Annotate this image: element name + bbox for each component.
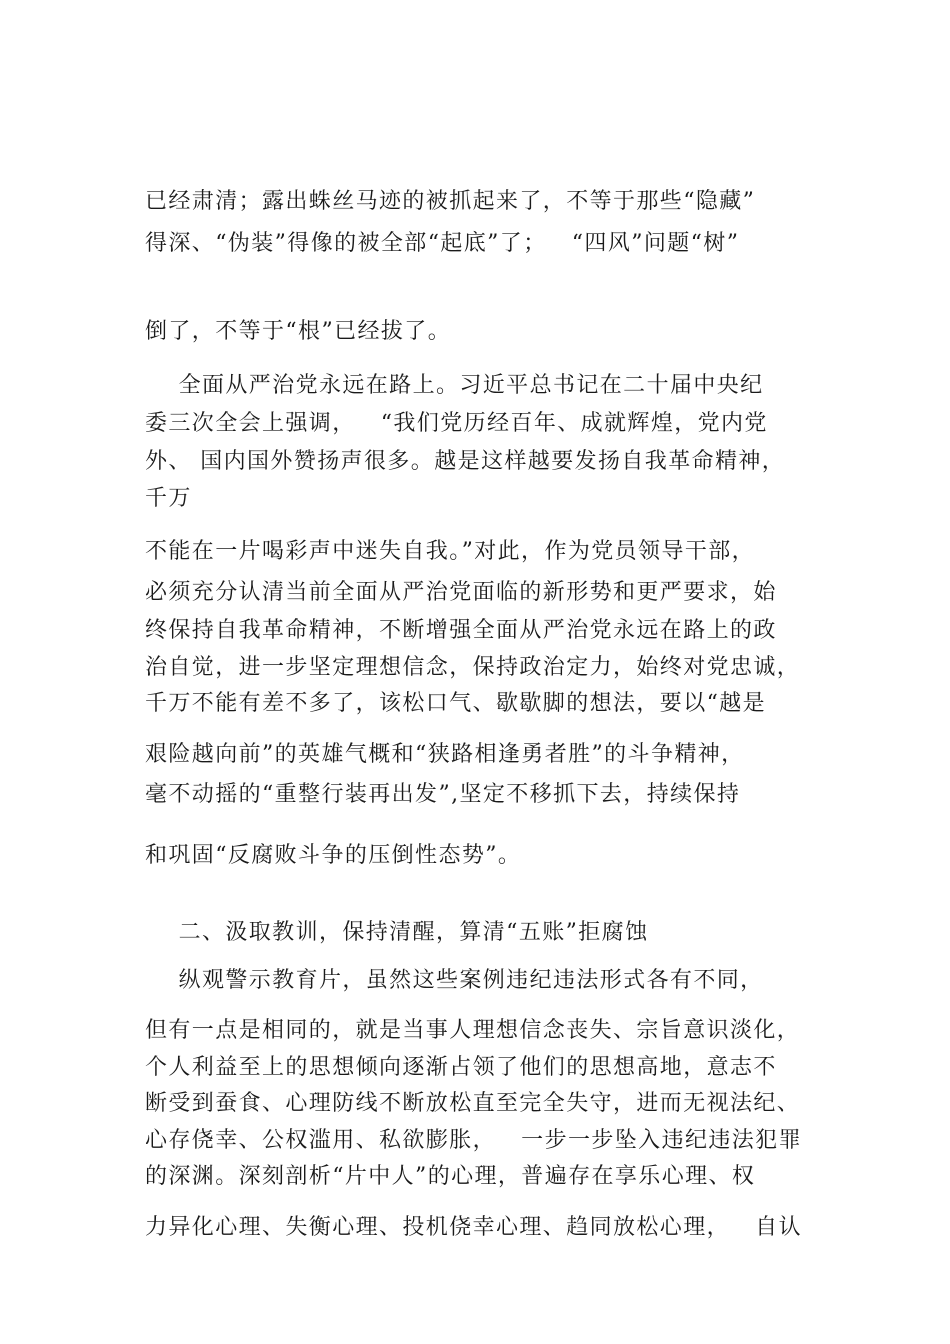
text-line: 纵观警示教育片，虽然这些案例违纪违法形式各有不同， bbox=[145, 968, 764, 993]
text-line: 治自觉，进一步坚定理想信念，保持政治定力，始终对党忠诚， bbox=[145, 655, 801, 680]
text-line: 全面从严治党永远在路上。习近平总书记在二十届中央纪 bbox=[145, 373, 764, 398]
section-heading: 二、汲取教训，保持清醒，算清“五账”拒腐蚀 bbox=[145, 920, 649, 945]
text-line: 不能在一片喝彩声中迷失自我。”对此，作为党员领导干部， bbox=[145, 539, 756, 564]
text-line: 已经肃清；露出蛛丝马迹的被抓起来了，不等于那些“隐藏” bbox=[145, 189, 756, 214]
text-line: 倒了，不等于“根”已经拔了。 bbox=[145, 319, 452, 344]
text-line: 得深、“伪装”得像的被全部“起底”了； “四风”问题“树” bbox=[145, 231, 740, 256]
text-line: 心存侥幸、公权滥用、私欲膨胀， 一步一步坠入违纪违法犯罪 bbox=[145, 1128, 802, 1153]
text-line: 的深渊。深刻剖析“片中人”的心理，普遍存在享乐心理、权 bbox=[145, 1164, 756, 1189]
text-line: 艰险越向前”的英雄气概和“狭路相逢勇者胜”的斗争精神， bbox=[145, 742, 745, 767]
text-line: 千万不能有差不多了，该松口气、歇歇脚的想法，要以“越是 bbox=[145, 691, 767, 716]
text-line: 力异化心理、失衡心理、投机侥幸心理、趋同放松心理， 自认 bbox=[145, 1215, 802, 1240]
text-line: 但有一点是相同的，就是当事人理想信念丧失、宗旨意识淡化， bbox=[145, 1018, 801, 1043]
text-line: 终保持自我革命精神，不断增强全面从严治党永远在路上的政 bbox=[145, 618, 777, 643]
text-line: 委三次全会上强调， “我们党历经百年、成就辉煌，党内党 bbox=[145, 411, 768, 436]
text-line: 千万 bbox=[145, 486, 192, 511]
text-line: 个人利益至上的思想倾向逐渐占领了他们的思想高地，意志不 bbox=[145, 1055, 777, 1080]
text-line: 毫不动摇的“重整行装再出发”,坚定不移抓下去，持续保持 bbox=[145, 782, 741, 807]
text-line: 和巩固“反腐败斗争的压倒性态势”。 bbox=[145, 843, 522, 868]
text-line: 外、 国内国外赞扬声很多。越是这样越要发扬自我革命精神， bbox=[145, 449, 786, 474]
text-line: 必须充分认清当前全面从严治党面临的新形势和更严要求，始 bbox=[145, 580, 777, 605]
text-line: 断受到蚕食、心理防线不断放松直至完全失守，进而无视法纪、 bbox=[145, 1091, 801, 1116]
